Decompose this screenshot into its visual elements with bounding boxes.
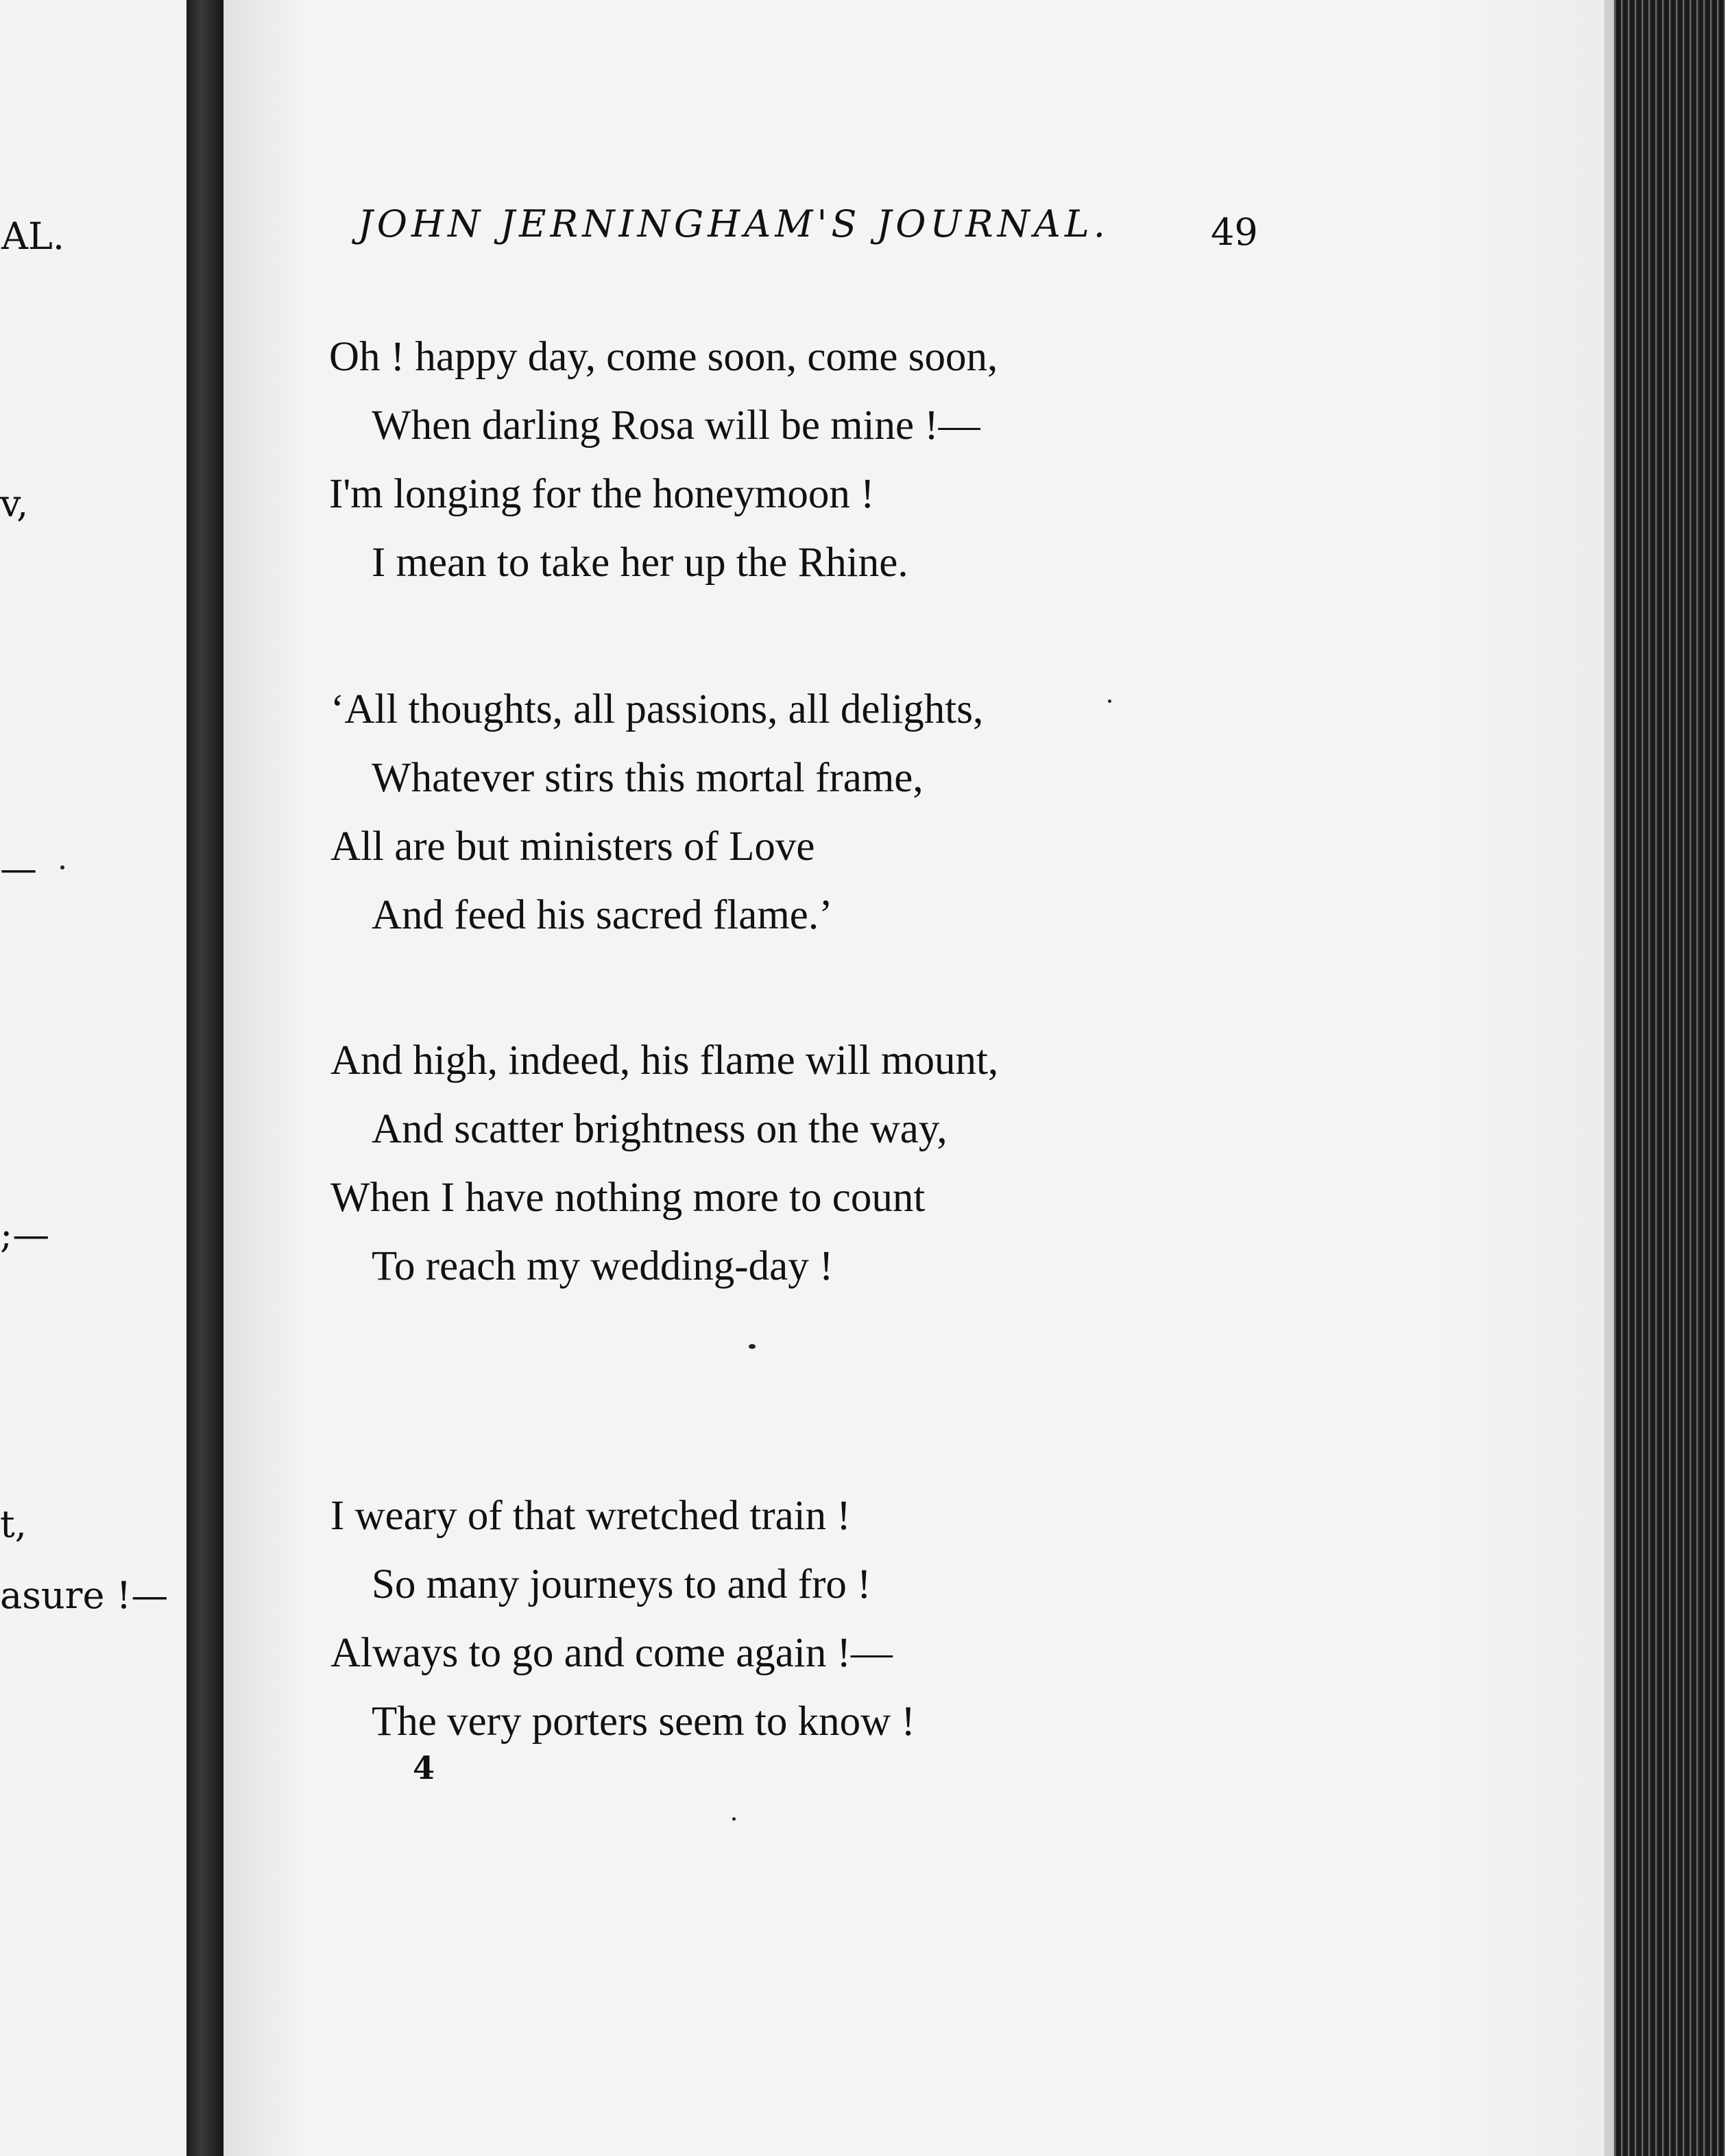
facing-page-fragment: asure !— — [0, 1574, 169, 1617]
page-edges — [1604, 0, 1725, 2156]
verse-line: When darling Rosa will be mine !— — [372, 403, 980, 448]
verse-line: And high, indeed, his flame will mount, — [330, 1038, 999, 1083]
verse-line: I weary of that wretched train ! — [330, 1493, 851, 1539]
verse-line: I'm longing for the honeymoon ! — [329, 471, 875, 517]
verse-line: And scatter brightness on the way, — [372, 1106, 948, 1152]
verse-line: All are but ministers of Love — [330, 824, 815, 870]
verse-line: I mean to take her up the Rhine. — [372, 540, 908, 586]
facing-page-fragment: ;— — [0, 1213, 50, 1256]
signature-mark: 4 — [413, 1749, 435, 1786]
facing-page-fragment: v, — [0, 482, 29, 525]
verse-line: Always to go and come again !— — [330, 1630, 893, 1676]
verse-line: And feed his sacred flame.’ — [372, 892, 833, 938]
scan-speck — [60, 865, 64, 870]
verse-line: Whatever stirs this mortal frame, — [372, 755, 924, 801]
verse-line: ‘All thoughts, all passions, all delights, — [330, 686, 984, 732]
facing-page-fragment: t, — [0, 1502, 27, 1546]
facing-page — [0, 0, 188, 2156]
scan-speck — [749, 1344, 756, 1349]
verse-line: To reach my wedding-day ! — [372, 1243, 834, 1289]
verse-line: The very porters seem to know ! — [372, 1699, 915, 1745]
scan-speck — [1108, 699, 1111, 703]
facing-page-fragment: AL. — [1, 215, 65, 258]
verse-line: So many journeys to and fro ! — [372, 1561, 871, 1607]
running-head: JOHN JERNINGHAM'S JOURNAL. — [358, 202, 1109, 245]
facing-page-fragment: — — [0, 847, 37, 890]
scan-speck — [732, 1817, 736, 1821]
verse-line: When I have nothing more to count — [330, 1175, 926, 1221]
verse-line: Oh ! happy day, come soon, come soon, — [329, 334, 998, 380]
book-gutter — [186, 0, 224, 2156]
page-number: 49 — [1211, 211, 1258, 254]
